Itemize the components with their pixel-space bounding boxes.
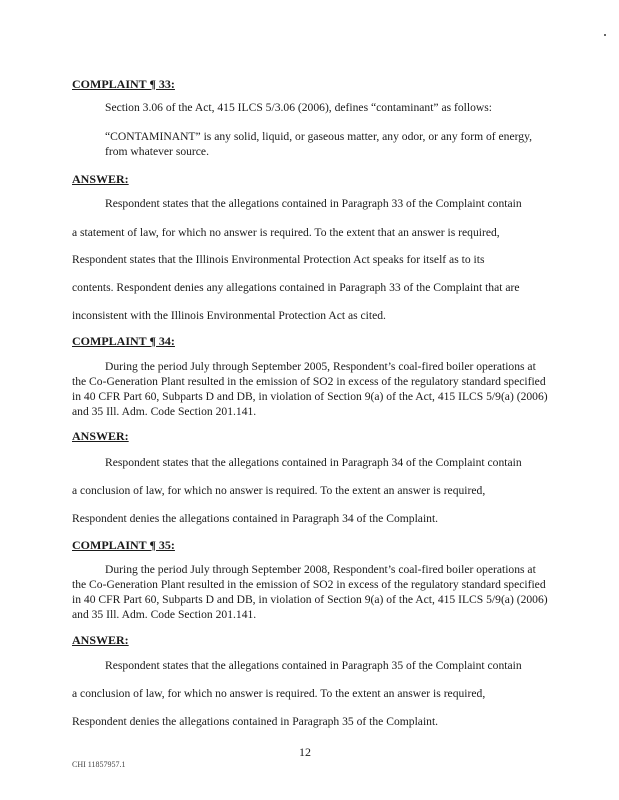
scan-speck — [604, 34, 606, 36]
answer-33-line: Respondent states that the allegations contained in Paragraph 33 of the Complaint contain — [105, 197, 522, 210]
answer-33-line: a statement of law, for which no answer is required. To the extent that an answer is required, — [72, 226, 500, 239]
answer-34-line: Respondent states that the allegations contained in Paragraph 34 of the Complaint contain — [105, 456, 522, 469]
answer-33-line: contents. Respondent denies any allegations contained in Paragraph 33 of the Complaint that are — [72, 281, 520, 294]
answer-34-line: Respondent denies the allegations contained in Paragraph 34 of the Complaint. — [72, 512, 439, 525]
heading-answer-34: ANSWER: — [72, 429, 129, 443]
answer-33-line: Respondent states that the Illinois Environmental Protection Act speaks for itself as to its — [72, 253, 485, 266]
page-number: 12 — [299, 745, 311, 759]
answer-33-line: inconsistent with the Illinois Environmental Protection Act as cited. — [72, 309, 386, 322]
answer-34-line: a conclusion of law, for which no answer is required. To the extent an answer is required, — [72, 484, 486, 497]
complaint-33-text: Section 3.06 of the Act, 415 ILCS 5/3.06 (2006), defines “contaminant” as follows: — [105, 101, 493, 114]
answer-35-line: a conclusion of law, for which no answer is required. To the extent an answer is required, — [72, 687, 486, 700]
document-id: CHI 11857957.1 — [72, 760, 126, 769]
complaint-33-definition: “CONTAMINANT” is any solid, liquid, or gaseous matter, any odor, or any form of energy, from whatever source. — [105, 130, 533, 158]
answer-35-line: Respondent denies the allegations contained in Paragraph 35 of the Complaint. — [72, 715, 439, 728]
heading-complaint-33: COMPLAINT ¶ 33: — [72, 77, 175, 91]
heading-answer-33: ANSWER: — [72, 172, 129, 186]
complaint-34-text: During the period July through September 2005, Respondent’s coal-fired boiler operations at the Co-Generation Plant resulted in the emission of SO2 in excess of the regulatory standard specified in 40 CFR Part 60, Subparts D and DB, in violation of Section 9(a) of the Act, 415 ILCS 5/9(a) (2006) and 35 Ill. Adm. Code Section 201.141. — [72, 360, 548, 418]
heading-complaint-35: COMPLAINT ¶ 35: — [72, 538, 175, 552]
answer-35-line: Respondent states that the allegations contained in Paragraph 35 of the Complaint contain — [105, 659, 522, 672]
heading-answer-35: ANSWER: — [72, 633, 129, 647]
heading-complaint-34: COMPLAINT ¶ 34: — [72, 334, 175, 348]
complaint-35-text: During the period July through September 2008, Respondent’s coal-fired boiler operations at the Co-Generation Plant resulted in the emission of SO2 in excess of the regulatory standard specified in 40 CFR Part 60, Subparts D and DB, in violation of Section 9(a) of the Act, 415 ILCS 5/9(a) (2006) and 35 Ill. Adm. Code Section 201.141. — [72, 563, 548, 621]
